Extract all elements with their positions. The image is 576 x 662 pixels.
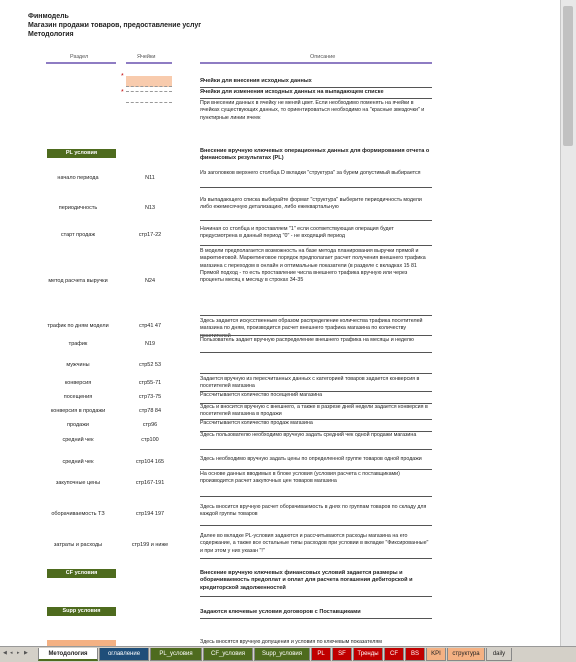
row-description: Далее во вкладке PL-условия задаются и рассчитываются расходы магазина на его содержание, а также все остальные типы расходов при условии в вкладке "Фиксированные" и при этом у них указан "!" [200,533,429,554]
row-description: Рассчитывается количество посещений магазина [200,392,323,398]
rule [200,373,432,374]
row-cell-ref: стр100 [141,436,159,443]
row-description: Пользователь задает вручную распределение внешнего трафика на месяцы и неделю [200,337,414,343]
row-cell-ref: стр52 53 [138,361,162,368]
sheet-tab[interactable]: PL_условия [150,648,202,661]
cf-block-text: Внесение вручную ключевых финансовых условий задается размеры и оборачиваемость предоплат и оплат для расчета погашения дебиторской и кредиторской задолженностей [200,570,413,591]
row-label: конверсия в продажи [50,407,106,414]
rule [200,496,432,497]
vertical-scrollbar[interactable] [560,0,576,646]
header-line-2: Магазин продажи товаров, предоставление услуг [28,22,202,29]
row-description: В модели предполагается возможность на базе метода планирования выручки прямой и маркетинговой. Маркетинговое порядок предполагает расчет получения внешнего трафика магазина с переходом в онлайн и оптимальные показатели (в разделе с вкладках 15 81 Прямой подход - то есть проставление числа внешнего трафика вручную или через проценты месяц к месяцу в строках 34-35 [200,248,426,284]
column-header-description: Описание [310,54,336,60]
sheet-tab[interactable]: Supp_условия [254,648,310,661]
next-sheet-icon[interactable]: ▸ [17,650,20,656]
rule [200,315,432,316]
row-description: Из заголовков верхнего столбца D вкладки "структура" за бурем допустимый выбирается [200,170,421,176]
sheet-tab[interactable]: SF [332,648,352,661]
row-label: посещения [63,393,93,400]
first-sheet-icon[interactable]: ◀ [3,650,7,656]
row-cell-ref: стр41 47 [138,322,162,329]
rule [200,87,432,88]
sheet-tab[interactable]: структура [447,648,485,661]
sheet-tab[interactable]: оглавление [99,648,149,661]
row-label: продажи [67,421,89,428]
row-description: Здесь и вносится вручную с внешнего, а также в разрезе дней недели задается конверсия в посетителей магазина в продажи [200,404,428,418]
row-description: Здесь пользователю необходимо вручную задать средний чек одной продажи магазина [200,432,417,438]
supp-block-text: Задаются ключевые условия договоров с Поставщиками [200,609,361,615]
sheet-tab[interactable]: daily [486,648,512,661]
row-description: Здесь вносится вручную расчет оборачиваемость в днях по группам товаров по складу для каждой группы товаров [200,504,427,518]
row-label: периодичность [58,204,98,211]
row-description: Задается вручную из пересчитанных данных с категорией товаров задается конверсия в посетителей магазина [200,376,420,390]
row-description: Начиная со столбца и проставляем "1" если соответствующая операция будет предусмотрена в данный период "0" - не входящий период [200,226,394,240]
rule [200,352,432,353]
sheet-tab[interactable]: PL [311,648,331,661]
intro-line-2: Ячейки для изменения исходных данных на выпадающем списке [200,89,384,95]
prev-sheet-icon[interactable]: ◂ [10,650,13,656]
rule [200,187,432,188]
section-cf-conditions[interactable]: CF условия [47,569,116,578]
row-description: Здесь задается искусственным образом распределение количества трафика посетителей магазина по дням, производится расчет внешнего трафика магазина по количеству [200,318,423,332]
header-line-1: Финмодель [28,13,69,20]
red-star-marker: * [121,73,124,80]
last-sheet-icon[interactable]: ▶ [24,650,28,656]
rule [200,558,432,559]
row-cell-ref: стр194 197 [135,510,165,517]
header-underline-2 [126,62,172,64]
column-header-cells: Ячейки [137,54,156,60]
row-description [200,358,432,372]
intro-line-1: Ячейки для внесения исходных данных [200,78,312,84]
row-description: Из выпадающего списка выбирайте формат "структура" выберите периодичность модели либо ежемесячную детализацию, либо ежеквартальную [200,197,422,211]
row-description: Рассчитывается количество продаж магазина [200,420,313,426]
sheet-tab[interactable]: KPI [426,648,446,661]
row-label: конверсия [64,379,92,386]
dropdown-cell-sample[interactable] [126,91,172,103]
row-cell-ref: стр167-191 [135,479,165,486]
section-pl-conditions[interactable]: PL условия [47,149,116,158]
row-label: закупочные цены [55,479,101,486]
row-cell-ref: стр78 84 [138,407,162,414]
row-cell-ref: N11 [145,174,155,181]
header-underline-3 [200,62,432,64]
sheet-tab-bar [0,646,576,662]
scrollbar-thumb[interactable] [563,6,573,146]
sheet-tab[interactable]: Методология [38,648,98,661]
row-label: метод расчета выручки [48,277,108,284]
row-cell-ref: стр199 и ниже [131,541,169,548]
row-label: начало периода [57,174,99,181]
sheet-tab[interactable]: CF_условия [203,648,253,661]
intro-line-3: При внесении данных в ячейку не меняй цвет. Если необходимо поменять на ячейки в ячейках существующих данных, то ориентироваться необходимо на "красные звездочки" и пунктирные линии ячеек [200,100,425,121]
sheet-tab[interactable]: Тренды [353,648,383,661]
sheet-tab[interactable]: CF [384,648,404,661]
row-label: затраты и расходы [53,541,103,548]
rule [200,596,432,597]
row-description: Здесь необходимо вручную задать цены по определенной группе товаров одной продажи [200,456,422,462]
row-cell-ref: стр73-75 [138,393,162,400]
header-underline-1 [46,62,116,64]
rule [200,449,432,450]
row-label: средний чек [62,436,94,443]
sheet-tab[interactable]: BS [405,648,425,661]
row-label: оборачиваемость ТЗ [51,510,105,517]
row-cell-ref: N24 [144,277,156,284]
row-cell-ref: стр104 165 [135,458,165,465]
row-label: трафик [68,340,88,347]
row-cell-ref: N19 [144,340,156,347]
rule [200,335,432,336]
column-header-section: Раздел [70,54,89,60]
input-cell-sample[interactable] [126,76,172,87]
rule [200,469,432,470]
rule [200,220,432,221]
row-cell-ref: стр17-22 [138,231,162,238]
row-label: старт продаж [60,231,96,238]
row-description: На основе данных вводимых в блоке условия (условия расчета с поставщиками) производится расчет закупочных цен товаров магазина [200,471,400,485]
row-label: средний чек [62,458,94,465]
rule [200,245,432,246]
red-star-marker: * [121,89,124,96]
rule [200,525,432,526]
bottom-cut-text: Здесь вносятся вручную допущения и условия по ключевым показателям [200,639,382,645]
row-label: трафик по дням модели [47,322,109,329]
rule [200,618,432,619]
row-label: мужчины [66,361,90,368]
pl-block-heading: Внесение вручную ключевых операционных данных для формирования отчета о финансовых результатах (PL) [200,148,430,162]
section-supp-conditions[interactable]: Supp условия [47,607,116,616]
row-cell-ref: N13 [144,204,156,211]
row-cell-ref: стр55-71 [138,379,162,386]
rule [200,98,432,99]
row-cell-ref: стр96 [142,421,158,428]
header-line-3: Методология [28,31,74,38]
